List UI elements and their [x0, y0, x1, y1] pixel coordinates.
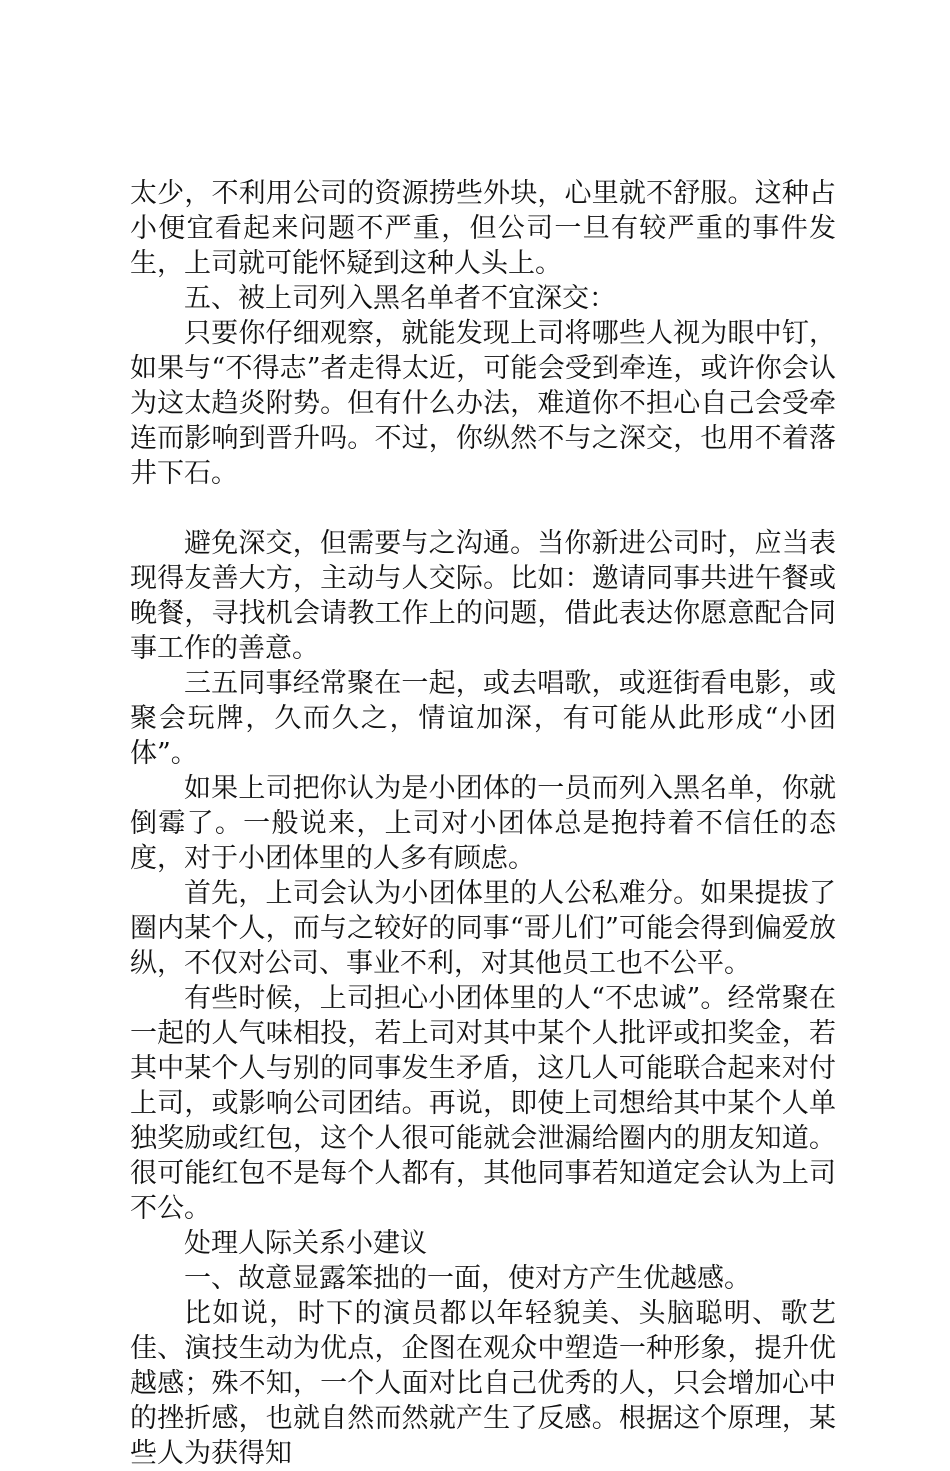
paragraph: 有些时候，上司担心小团体里的人“不忠诚”。经常聚在一起的人气味相投，若上司对其中某个人批评或扣奖金，若其中某个人与别的同事发生矛盾，这几人可能联合起来对付上司，或影响公司团结。再说，即使上司想给其中某个人单独奖励或红包，这个人很可能就会泄漏给圈内的朋友知道。很可能红包不是每个人都有，其他同事若知道定会认为上司不公。	[130, 983, 836, 1224]
blank-line	[130, 491, 836, 526]
paragraph: 比如说，时下的演员都以年轻貌美、头脑聪明、歌艺佳、演技生动为优点，企图在观众中塑造一种形象，提升优越感；殊不知，一个人面对比自己优秀的人，只会增加心中的挫折感，也就自然而然就产生了反感。根据这个原理，某些人为获得知	[130, 1298, 836, 1469]
section-heading: 一、故意显露笨拙的一面，使对方产生优越感。	[184, 1263, 751, 1294]
paragraph: 避免深交，但需要与之沟通。当你新进公司时，应当表现得友善大方，主动与人交际。比如：邀请同事共进午餐或晚餐，寻找机会请教工作上的问题，借此表达你愿意配合同事工作的善意。	[130, 528, 836, 664]
paragraph: 首先，上司会认为小团体里的人公私难分。如果提拔了圈内某个人，而与之较好的同事“哥儿们”可能会得到偏爱放纵，不仅对公司、事业不利，对其他员工也不公平。	[130, 878, 836, 979]
document-body	[130, 176, 836, 1471]
paragraph: 三五同事经常聚在一起，或去唱歌，或逛街看电影，或聚会玩牌，久而久之，情谊加深，有可能从此形成“小团体”。	[130, 668, 836, 769]
section-heading: 处理人际关系小建议	[184, 1228, 427, 1259]
paragraph: 太少，不利用公司的资源捞些外块，心里就不舒服。这种占小便宜看起来问题不严重，但公司一旦有较严重的事件发生，上司就可能怀疑到这种人头上。	[130, 178, 836, 279]
section-heading: 五、被上司列入黑名单者不宜深交：	[184, 283, 616, 314]
paragraph: 如果上司把你认为是小团体的一员而列入黑名单，你就倒霉了。一般说来，上司对小团体总是抱持着不信任的态度，对于小团体里的人多有顾虑。	[130, 773, 836, 874]
paragraph: 只要你仔细观察，就能发现上司将哪些人视为眼中钉，如果与“不得志”者走得太近，可能会受到牵连，或许你会认为这太趋炎附势。但有什么办法，难道你不担心自己会受牵连而影响到晋升吗。不过，你纵然不与之深交，也用不着落井下石。	[130, 318, 836, 489]
